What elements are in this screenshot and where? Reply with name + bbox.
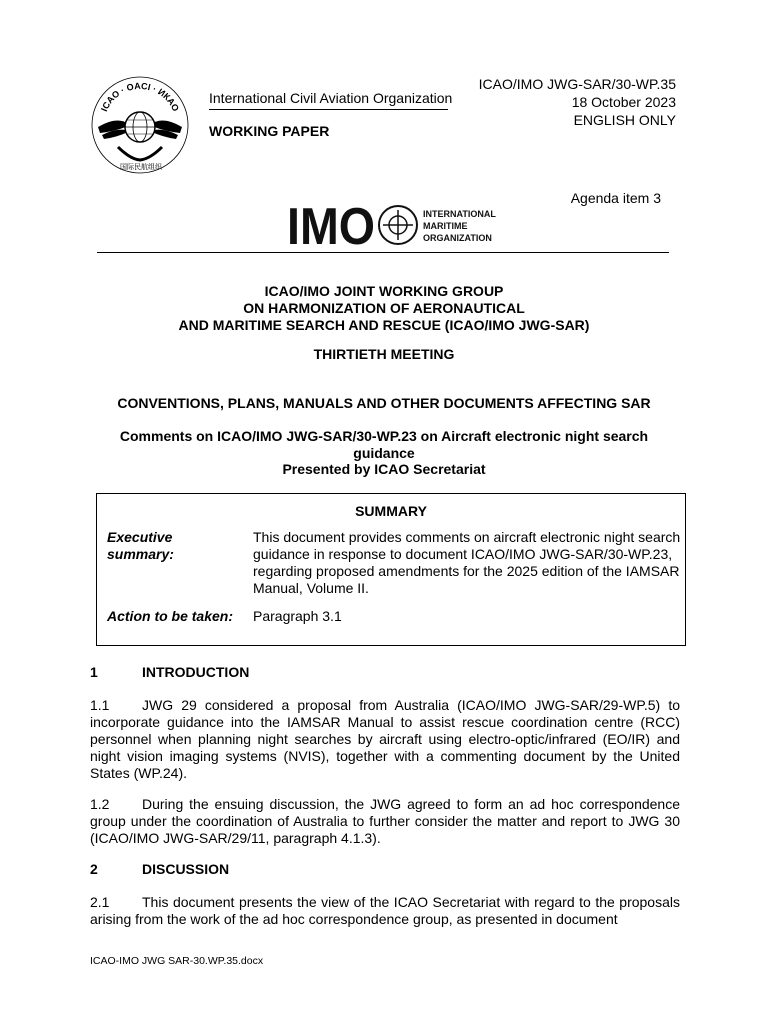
action-text: Paragraph 3.1 bbox=[253, 608, 342, 624]
footer-filename: ICAO-IMO JWG SAR-30.WP.35.docx bbox=[90, 955, 264, 967]
section-heading-discussion bbox=[90, 861, 229, 877]
action-label: Action to be taken: bbox=[107, 608, 234, 624]
working-group-title bbox=[90, 283, 678, 334]
paper-type-label: WORKING PAPER bbox=[209, 123, 330, 139]
organization-underline bbox=[209, 109, 448, 110]
document-title: Comments on ICAO/IMO JWG-SAR/30-WP.23 on Aircraft electronic night search guidance bbox=[119, 428, 649, 461]
icao-emblem-logo bbox=[90, 75, 190, 175]
agenda-title: CONVENTIONS, PLANS, MANUALS AND OTHER DOCUMENTS AFFECTING SAR bbox=[117, 395, 651, 411]
section-title: INTRODUCTION bbox=[142, 664, 250, 680]
group-title-line: ICAO/IMO JOINT WORKING GROUP bbox=[264, 283, 504, 299]
paragraph-number: 1.1 bbox=[90, 697, 110, 713]
document-language: ENGLISH ONLY bbox=[573, 112, 676, 128]
section-number: 1 bbox=[90, 664, 98, 680]
svg-text:INTERNATIONAL: INTERNATIONAL bbox=[423, 209, 496, 219]
paragraph-1-2 bbox=[90, 796, 680, 847]
meeting-title: THIRTIETH MEETING bbox=[313, 346, 455, 362]
paragraph-1-1 bbox=[90, 697, 680, 782]
executive-summary-label bbox=[107, 529, 174, 563]
paragraph-text: This document presents the view of the ICAO Secretariat with regard to the proposals arising from the work of the ad hoc correspondence group, as presented in document bbox=[90, 894, 680, 927]
paragraph-number: 1.2 bbox=[90, 796, 110, 812]
document-reference-block bbox=[430, 75, 676, 129]
paragraph-number: 2.1 bbox=[90, 894, 110, 910]
label-line: Executive bbox=[107, 529, 173, 545]
paragraph-text: JWG 29 considered a proposal from Australia (ICAO/IMO JWG-SAR/29-WP.5) to incorporate guidance into the IAMSAR Manual to assist rescue coordination centre (RCC) personnel when planning night searches by aircraft using electro-optic/infrared (EO/IR) and night vision imaging systems (NVIS), together with a commenting document by the United States (WP.24). bbox=[90, 697, 680, 781]
summary-heading: SUMMARY bbox=[355, 503, 427, 519]
section-heading-introduction bbox=[90, 664, 249, 680]
label-line: summary: bbox=[107, 546, 174, 562]
imo-logo bbox=[287, 198, 507, 248]
organization-name: International Civil Aviation Organization bbox=[209, 90, 453, 106]
summary-line: This document provides comments on aircraft electronic night search bbox=[253, 529, 681, 545]
summary-line: Manual, Volume II. bbox=[253, 580, 369, 596]
section-title: DISCUSSION bbox=[142, 861, 230, 877]
group-title-line: AND MARITIME SEARCH AND RESCUE (ICAO/IMO JWG-SAR) bbox=[178, 317, 590, 333]
agenda-item: Agenda item 3 bbox=[570, 190, 661, 206]
paragraph-text: During the ensuing discussion, the JWG agreed to form an ad hoc correspondence group under the coordination of Australia to further consider the matter and report to JWG 30 (ICAO/IMO JWG-SAR/29/11, paragraph 4.1.3). bbox=[90, 796, 680, 846]
svg-text:国际民航组织: 国际民航组织 bbox=[120, 163, 162, 171]
section-number: 2 bbox=[90, 861, 98, 877]
document-date: 18 October 2023 bbox=[571, 94, 676, 110]
summary-box bbox=[96, 493, 686, 646]
svg-text:ORGANIZATION: ORGANIZATION bbox=[423, 233, 492, 243]
summary-line: guidance in response to document ICAO/IMO JWG-SAR/30-WP.23, bbox=[253, 546, 673, 562]
svg-text:MARITIME: MARITIME bbox=[423, 221, 468, 231]
svg-text:ICAO · OACI · ИКАО: ICAO · OACI · ИКАО bbox=[99, 80, 181, 113]
svg-text:IMO: IMO bbox=[287, 198, 375, 248]
presented-by: Presented by ICAO Secretariat bbox=[282, 461, 486, 477]
header-rule bbox=[97, 252, 669, 253]
summary-line: regarding proposed amendments for the 2025 edition of the IAMSAR bbox=[253, 563, 680, 579]
executive-summary-text bbox=[253, 529, 683, 597]
document-number: ICAO/IMO JWG-SAR/30-WP.35 bbox=[478, 76, 676, 92]
group-title-line: ON HARMONIZATION OF AERONAUTICAL bbox=[243, 300, 525, 316]
paragraph-2-1 bbox=[90, 894, 680, 928]
